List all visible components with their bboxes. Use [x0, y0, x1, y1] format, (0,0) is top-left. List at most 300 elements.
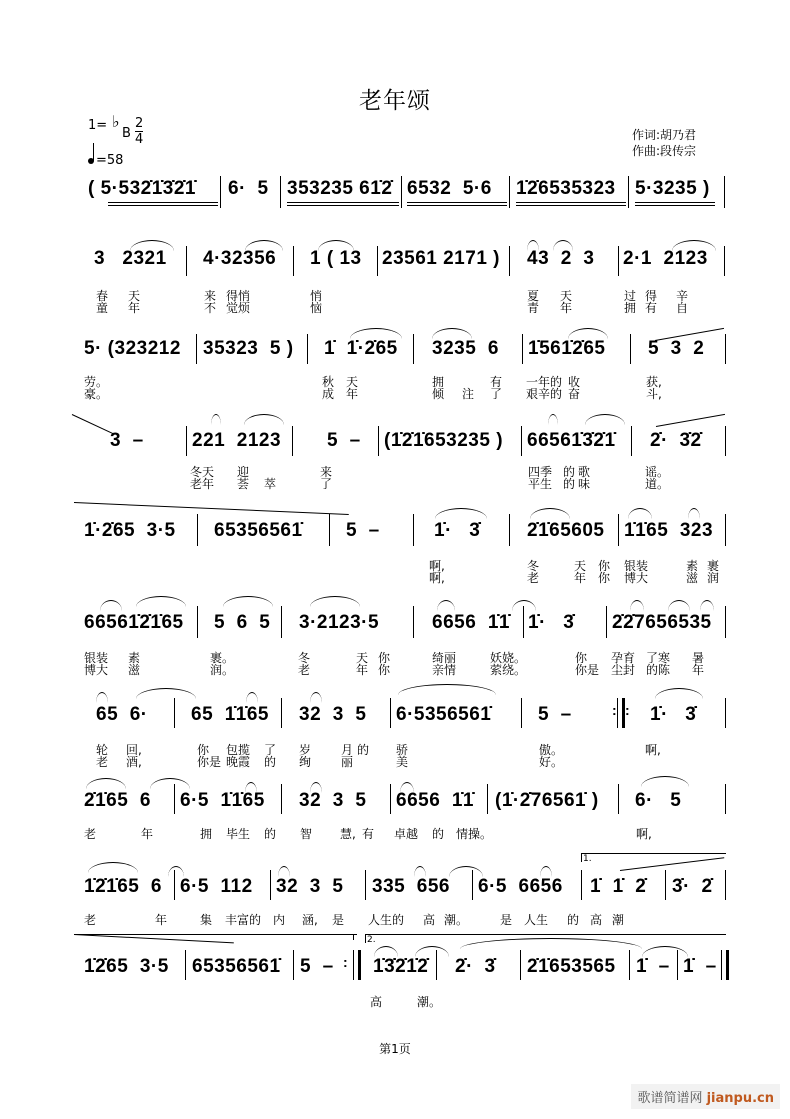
beam: [108, 205, 218, 206]
lyric: 谣。: [645, 465, 670, 479]
lyric: 得悄: [226, 289, 251, 303]
measure: 2̇1̇653565: [527, 956, 616, 977]
beam: [287, 205, 399, 206]
measure: 3 –: [110, 430, 144, 451]
barline: [436, 950, 437, 980]
time-numerator: 2: [135, 116, 144, 131]
lyric: 恼: [310, 301, 323, 315]
beam: [516, 202, 626, 203]
slur: [72, 414, 114, 434]
lyric: 劳。: [84, 375, 109, 389]
barline: [390, 698, 391, 728]
lyric: 岁: [299, 743, 312, 757]
barline: [724, 246, 725, 276]
lyric: 你: [598, 571, 611, 585]
lyric: 味: [578, 477, 591, 491]
score-row-4: [0, 412, 790, 492]
beam: [635, 202, 715, 203]
lyric: 内: [273, 913, 286, 927]
lyric: 青: [527, 301, 540, 315]
lyric: 有: [362, 827, 375, 841]
barline: [197, 514, 198, 546]
lyric: 素: [686, 559, 699, 573]
barline: [174, 698, 175, 728]
measure: 6·5 112: [180, 876, 253, 897]
measure: 1̇3̇2̇1̇2̇: [373, 956, 429, 977]
lyric: 天: [128, 289, 141, 303]
lyric: 尘封: [611, 663, 636, 677]
measure: 32 3 5: [276, 876, 344, 897]
measure: 65 1̇1̇65: [191, 704, 269, 725]
lyric: 孕育: [611, 651, 636, 665]
lyric: 斗,: [646, 387, 662, 401]
measure: 6·5 1̇1̇65: [180, 790, 265, 811]
lyric: 银装: [84, 651, 109, 665]
lyric: 有: [490, 375, 503, 389]
barline: [174, 784, 175, 814]
measure: 65356561̇: [214, 520, 303, 541]
lyric: 觉烦: [226, 301, 251, 315]
lyric: 人生的: [368, 913, 405, 927]
lyric: 冬: [298, 651, 311, 665]
barline: [185, 950, 186, 980]
measure: (1̇2̇1̇653235 ): [384, 430, 504, 451]
lyric: 裹。: [210, 651, 235, 665]
barline: [521, 698, 522, 728]
beam: [108, 202, 218, 203]
barline: [281, 606, 282, 638]
measure: 5 –: [300, 956, 334, 977]
measure: 6656 1̇1̇: [432, 612, 510, 633]
lyric: 集: [200, 913, 213, 927]
lyric: 暑: [692, 651, 705, 665]
lyric: 老年: [190, 477, 215, 491]
barline: [329, 514, 330, 546]
measure: 1̇ –: [636, 956, 670, 977]
lyric: 有: [645, 301, 658, 315]
lyric: 不: [204, 301, 217, 315]
lyric: 潮: [612, 913, 625, 927]
lyric: 你是: [197, 755, 222, 769]
lyric: 的: [357, 743, 370, 757]
barline: [631, 426, 632, 456]
lyric: 亲情: [432, 663, 457, 677]
credits: [632, 127, 696, 159]
slur: [88, 862, 138, 873]
score-row-8: [0, 772, 790, 852]
measure: 5 6 5: [214, 612, 271, 633]
time-denominator: 4: [135, 132, 144, 147]
slur: [310, 596, 360, 607]
barline: [280, 176, 281, 208]
measure: 43 2 3: [527, 248, 595, 269]
lyric: 滋: [686, 571, 699, 585]
key-label: 1=: [88, 118, 108, 133]
slur: [437, 600, 455, 611]
lyric: 素: [128, 651, 141, 665]
volta-line: [74, 934, 357, 935]
measure: 3·2123·5: [299, 612, 380, 633]
barline: [630, 334, 631, 364]
lyric: 你: [378, 663, 391, 677]
barline: [281, 784, 282, 814]
lyric: 回,: [126, 743, 142, 757]
barline: [618, 246, 619, 276]
lyric: 来: [320, 465, 333, 479]
slur: [641, 776, 689, 787]
lyric: 你: [598, 559, 611, 573]
slur: [585, 414, 625, 425]
barline: [618, 514, 619, 546]
lyric: 慧,: [340, 827, 356, 841]
barline: [725, 514, 726, 546]
volta-end: [353, 934, 354, 940]
barline: [413, 606, 414, 638]
measure: 5 3 2: [648, 338, 705, 359]
lyric: 一年的: [526, 375, 563, 389]
barline: [487, 784, 488, 814]
page-number: 第1页: [379, 1042, 411, 1056]
measure: 65 6·: [96, 704, 148, 725]
measure: 353235 61̇2̇: [287, 178, 393, 199]
measure: 3̇· 2̇: [672, 876, 713, 897]
lyric: 了: [320, 477, 333, 491]
measure: 1̇· 3̇: [528, 612, 575, 633]
slur: [628, 508, 652, 519]
slur: [548, 414, 558, 425]
lyric: 艰辛的: [526, 387, 563, 401]
lyric: 收: [568, 375, 581, 389]
slur: [530, 508, 570, 519]
measure: 65356561̇: [192, 956, 281, 977]
lyric: 啊,: [429, 559, 445, 573]
measure: 23561 2171 ): [382, 248, 500, 269]
measure: 5 –: [327, 430, 361, 451]
slur: [74, 502, 349, 515]
lyric: 迎: [237, 465, 250, 479]
measure: 2̇2̇7656535: [612, 612, 712, 633]
barline: [618, 784, 619, 814]
slur: [630, 600, 644, 611]
lyricist: 作词:胡乃君: [632, 128, 697, 142]
beam: [516, 205, 626, 206]
lyric: 博大: [84, 663, 109, 677]
barline: [725, 426, 726, 456]
lyric: 的: [264, 755, 277, 769]
lyric: 荟: [237, 477, 250, 491]
lyric: 老: [527, 571, 540, 585]
lyric: 的陈: [646, 663, 671, 677]
measure: 5 –: [538, 704, 572, 725]
lyric: 成: [322, 387, 335, 401]
song-title: 老年颂: [359, 88, 431, 114]
tempo-value: =58: [96, 153, 124, 168]
barline: [581, 870, 582, 900]
lyric: 悄: [310, 289, 323, 303]
lyric: 童: [96, 301, 109, 315]
lyric: 自: [676, 301, 689, 315]
lyric: 奋: [568, 387, 581, 401]
slur: [310, 692, 322, 703]
measure: 1̇·2̇65 3·5: [84, 520, 176, 541]
lyric: 你: [197, 743, 210, 757]
barline: [725, 606, 726, 638]
barline: [293, 246, 294, 276]
lyric: 辛: [676, 289, 689, 303]
watermark-en: jianpu.cn: [706, 1091, 774, 1106]
score-row-3: [0, 326, 790, 401]
barline: [292, 426, 293, 456]
barline: [521, 426, 522, 456]
final-barline: [721, 950, 729, 980]
measure: 2̇· 3̇: [455, 956, 496, 977]
measure: 1 ( 13: [310, 248, 362, 269]
lyric: 好。: [539, 755, 564, 769]
slur: [136, 688, 196, 699]
slur: [655, 688, 703, 699]
lyric: 毕生: [226, 827, 251, 841]
lyric: 获,: [646, 375, 662, 389]
lyric: 你: [378, 651, 391, 665]
lyric: 的: [563, 477, 576, 491]
lyric: 天: [574, 559, 587, 573]
measure: 335 656: [372, 876, 450, 897]
score-row-6: [0, 590, 790, 680]
lyric: 老: [84, 913, 97, 927]
barline: [293, 950, 294, 980]
barline: [401, 176, 402, 208]
measure: 66561̇3̇2̇1̇: [527, 430, 616, 451]
lyric: 的: [432, 827, 445, 841]
volta-number: 2.: [367, 935, 376, 945]
barline: [220, 176, 221, 208]
measure: 2·1 2123: [623, 248, 708, 269]
lyric: 骄: [396, 743, 409, 757]
lyric: 老: [298, 663, 311, 677]
lyric: 是: [500, 913, 513, 927]
barline: [628, 176, 629, 208]
lyric: 丽: [341, 755, 354, 769]
lyric: 年: [560, 301, 573, 315]
slur: [398, 684, 496, 695]
lyric: 平生: [528, 477, 553, 491]
slur: [100, 600, 122, 611]
slur: [246, 692, 258, 703]
measure: 2̇· 3̇2̇: [650, 430, 702, 451]
measure: 5 –: [346, 520, 380, 541]
lyric: 注: [462, 387, 475, 401]
watermark: [631, 1084, 780, 1109]
lyric: 绚: [299, 755, 312, 769]
key-signature: [88, 112, 144, 147]
lyric: 拥: [624, 301, 637, 315]
measure: 1̇1̇65 323: [624, 520, 714, 541]
lyric: 是: [332, 913, 345, 927]
slur: [668, 600, 690, 611]
barline: [413, 514, 414, 546]
barline: [725, 870, 726, 900]
lyric: 高: [590, 913, 603, 927]
lyric: 丰富的: [225, 913, 262, 927]
barline: [186, 246, 187, 276]
tempo-marking: [88, 153, 123, 168]
lyric: 萃: [264, 477, 277, 491]
barline: [390, 784, 391, 814]
lyric: 年: [574, 571, 587, 585]
lyric: 你是: [575, 663, 600, 677]
measure: 32 3 5: [299, 790, 367, 811]
measure: 35323 5 ): [203, 338, 294, 359]
barline: [377, 246, 378, 276]
barline: [197, 606, 198, 638]
lyric: 道。: [645, 477, 670, 491]
lyric: 歌: [578, 465, 591, 479]
lyric: 银装: [624, 559, 649, 573]
barline: [725, 784, 726, 814]
score-row-1: [0, 172, 790, 212]
measure: 6·5 6656: [478, 876, 563, 897]
lyric: 年: [346, 387, 359, 401]
lyric: 包揽: [226, 743, 251, 757]
barline: [365, 870, 366, 900]
quarter-note-icon: [88, 158, 94, 164]
lyric: 妖娆。: [490, 651, 527, 665]
measure: 4·32356: [203, 248, 277, 269]
lyric: 天: [356, 651, 369, 665]
barline: [413, 334, 414, 364]
slur: [150, 778, 190, 789]
barline: [509, 246, 510, 276]
repeat-end-barline: [353, 950, 361, 980]
lyric: 年: [356, 663, 369, 677]
slur: [688, 508, 700, 519]
lyric: 年: [141, 827, 154, 841]
barline: [509, 514, 510, 546]
measure: 1̇· 3̇: [650, 704, 697, 725]
measure: 2̇1̇65 6: [84, 790, 151, 811]
measure: 1̇561̇2̇65: [528, 338, 606, 359]
measure: 1̇· 3̇: [434, 520, 481, 541]
lyric: 智: [300, 827, 313, 841]
time-signature: [135, 116, 143, 147]
measure: 1̇ 1̇·2̇65: [324, 338, 398, 359]
score-row-9: [0, 850, 790, 930]
measure: 1̇2̇65 3·5: [84, 956, 169, 977]
lyric: 裹: [707, 559, 720, 573]
lyric: 晚霞: [226, 755, 251, 769]
lyric: 啊,: [429, 571, 445, 585]
barline: [509, 176, 510, 208]
score-row-10: [0, 930, 790, 1010]
lyric: 高: [370, 995, 383, 1009]
measure: 3235 6: [432, 338, 499, 359]
barline: [665, 870, 666, 900]
slur: [223, 596, 273, 607]
lyric: 情操。: [456, 827, 493, 841]
measure: 5·3235 ): [635, 178, 710, 199]
barline: [523, 606, 524, 638]
measure: 1̇2̇6535323: [516, 178, 616, 199]
measure: 1̇2̇1̇65 6: [84, 876, 162, 897]
lyric: 老: [96, 755, 109, 769]
lyric: 天: [346, 375, 359, 389]
lyric: 傲。: [539, 743, 564, 757]
slur: [86, 778, 126, 789]
beam: [635, 205, 715, 206]
lyric: 绮丽: [432, 651, 457, 665]
measure: 6656 1̇1̇: [396, 790, 474, 811]
lyric: 年: [128, 301, 141, 315]
measure: 32 3 5: [299, 704, 367, 725]
slur: [656, 414, 725, 427]
lyric: 倾: [432, 387, 445, 401]
lyric: 高: [423, 913, 436, 927]
barline: [472, 870, 473, 900]
barline: [725, 698, 726, 728]
measure: 6532 5·6: [407, 178, 492, 199]
composer: 作曲:段传宗: [632, 144, 697, 158]
barline: [606, 606, 607, 638]
lyric: 冬: [527, 559, 540, 573]
slur: [211, 414, 221, 425]
lyric: 润。: [210, 663, 235, 677]
lyric: 你: [575, 651, 588, 665]
beam: [407, 205, 507, 206]
barline: [522, 334, 523, 364]
lyric: 潮。: [417, 995, 442, 1009]
lyric: 啊,: [636, 827, 652, 841]
lyric: 美: [396, 755, 409, 769]
lyric: 年: [692, 663, 705, 677]
measure: 1̇ –: [683, 956, 717, 977]
lyric: 年: [155, 913, 168, 927]
barline: [281, 698, 282, 728]
lyric: 冬天: [190, 465, 215, 479]
barline: [174, 870, 175, 900]
lyric: 夏: [527, 289, 540, 303]
slur: [435, 508, 487, 519]
lyric: 来: [204, 289, 217, 303]
measure: 6·5356561̇: [396, 704, 492, 725]
watermark-cn: 歌谱简谱网: [637, 1091, 703, 1106]
lyric: 了: [490, 387, 503, 401]
measure: 1̇ 1̇ 2̇: [590, 876, 647, 897]
lyric: 卓越: [394, 827, 419, 841]
measure: 6· 5: [635, 790, 682, 811]
repeat-dots: :: [343, 954, 349, 970]
lyric: 涵,: [302, 913, 318, 927]
barline: [725, 334, 726, 364]
lyric: 拥: [432, 375, 445, 389]
slur: [244, 414, 284, 425]
lyric: 潮。: [444, 913, 469, 927]
lyric: 的: [563, 465, 576, 479]
slur: [700, 600, 714, 611]
lyric: 轮: [96, 743, 109, 757]
lyric: 酒,: [126, 755, 142, 769]
barline: [520, 950, 521, 980]
lyric: 人生: [524, 913, 549, 927]
measure: ( 5·532̇1̇3̇2̇1̇: [88, 178, 196, 199]
barline: [186, 426, 187, 456]
flat-icon: ♭: [112, 112, 120, 131]
barline: [270, 870, 271, 900]
lyric: 的: [567, 913, 580, 927]
lyric: 过: [624, 289, 637, 303]
measure: 221 2123: [192, 430, 282, 451]
lyric: 啊,: [645, 743, 661, 757]
barline: [307, 334, 308, 364]
